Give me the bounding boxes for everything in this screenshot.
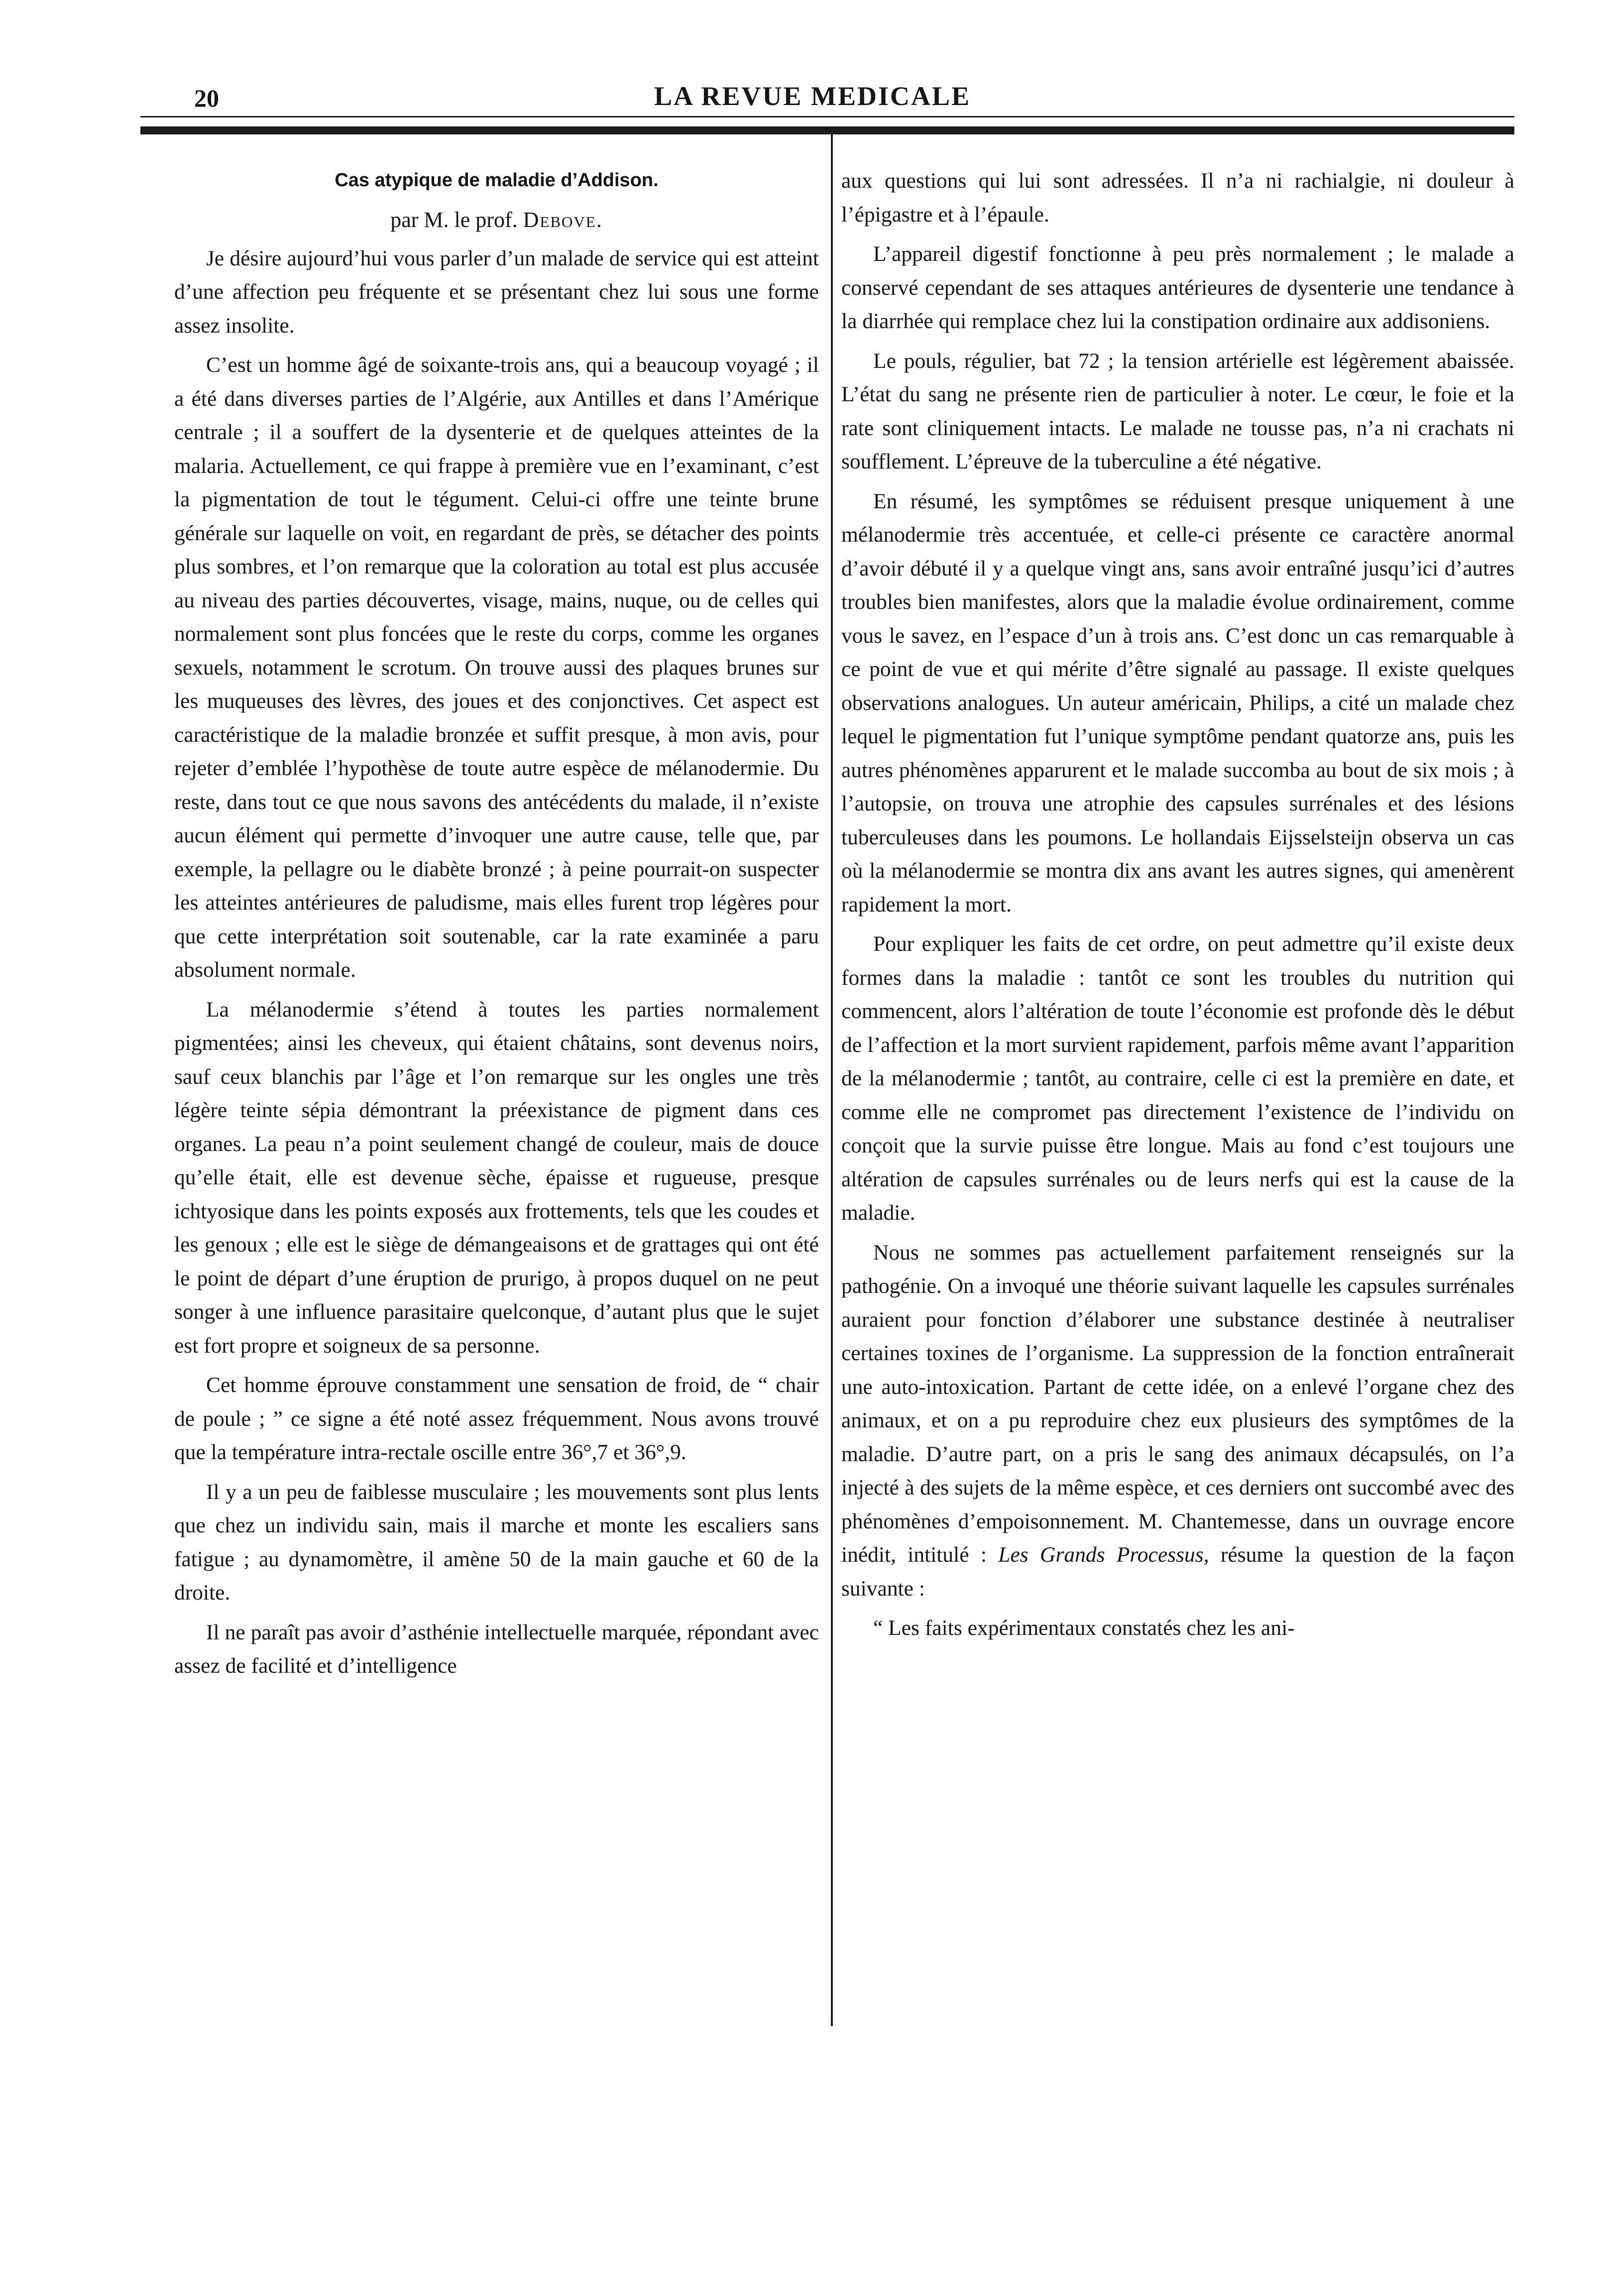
page-number: 20 xyxy=(194,84,219,112)
paragraph: C’est un homme âgé de soixante-trois ans, qui a beaucoup voyagé ; il a été dans diverses parties de l’Algérie, aux Antilles et dans l’Amérique centrale ; il a souffert de la dysenterie et de quelques atteintes de la malaria. Actuellement, ce qui frappe à première vue en l’examinant, c’est la pigmentation de tout le tégument. Celui-ci offre une teinte brune générale sur laquelle on voit, en regardant de près, se détacher des points plus sombres, et l’on remarque que la coloration au total est plus accusée au niveau des parties découvertes, visage, mains, nuque, ou de celles qui normalement sont plus foncées que le reste du corps, comme les organes sexuels, notamment le scrotum. On trouve aussi des plaques brunes sur les muqueuses des lèvres, des joues et des conjonctives. Cet aspect est caractéristique de la maladie bronzée et suffit presque, à mon avis, pour rejeter d’emblée l’hypothèse de toute autre espèce de mélanodermie. Du reste, dans tout ce que nous savons des antécédents du malade, il n’existe aucun élément qui permette d’invoquer une autre cause, telle que, par exemple, la pellagre ou le diabète bronzé ; à peine pourrait-on suspecter les atteintes antérieures de paludisme, mais elles furent trop légères pour que cette interprétation soit soutenable, car la rate examinée a paru absolument normale. xyxy=(174,353,819,982)
left-column xyxy=(174,164,819,1689)
header-rule-thin xyxy=(140,116,1514,117)
paragraph: En résumé, les symptômes se réduisent presque uniquement à une mélanodermie très accentuée, et celle-ci présente ce caractère anormal d’avoir débuté il y a quelque vingt ans, sans avoir entraîné jusqu’ici d’autres troubles bien manifestes, alors que la maladie évolue ordinairement, comme vous le savez, en l’espace d’un à trois ans. C’est donc un cas remarquable à ce point de vue et qui mérite d’être signalé au passage. Il existe quelques observations analogues. Un auteur américain, Philips, a cité un malade chez lequel le pigmentation fut l’unique symptôme pendant quatorze ans, puis les autres phénomènes apparurent et le malade succomba au bout de six mois ; à l’autopsie, on trouva une atrophie des capsules surrénales et des lésions tuberculeuses dans les poumons. Le hollandais Eijsselsteijn observa un cas où la mélanodermie se montra dix ans avant les autres signes, qui amenèrent rapidement la mort. xyxy=(841,489,1514,917)
paragraph: L’appareil digestif fonctionne à peu près normalement ; le malade a conservé cependant de ses attaques antérieures de dysenterie une tendance à la diarrhée qui remplace chez lui la constipation ordinaire aux addisoniens. xyxy=(841,242,1514,333)
article-title: Cas atypique de maladie d’Addison. xyxy=(335,170,659,191)
byline xyxy=(174,203,819,237)
header-rule-thick xyxy=(140,126,1514,134)
paragraph: Pour expliquer les faits de cet ordre, on peut admettre qu’il existe deux formes dans la maladie : tantôt ce sont les troubles du nutrition qui commencent, alors l’altération de toute l’économie est profonde dès le début de l’affection et la mort survient rapidement, parfois même avant l’apparition de la mélanodermie ; tantôt, au contraire, celle ci est la première en date, et comme elle ne compromet pas directement l’existence de l’individu on conçoit que la survie puisse être longue. Mais au fond c’est toujours une altération de capsules surrénales ou de leurs nerfs qui est la cause de la maladie. xyxy=(841,932,1514,1225)
paragraph: Le pouls, régulier, bat 72 ; la tension artérielle est légèrement abaissée. L’état du sang ne présente rien de particulier à noter. Le cœur, le foie et la rate sont cliniquement intacts. Le malade ne tousse pas, n’a ni crachats ni soufflement. L’épreuve de la tuberculine a été négative. xyxy=(841,348,1514,473)
author-name: Debove. xyxy=(523,208,603,232)
cited-book-title: Les Grands Processus, xyxy=(998,1543,1209,1567)
paragraph: Je désire aujourd’hui vous parler d’un malade de service qui est atteint d’une affection peu fréquente et se présentant chez lui sous une forme assez insolite. xyxy=(174,246,819,338)
journal-title: LA REVUE MEDICALE xyxy=(654,81,971,111)
paragraph-with-citation xyxy=(841,1236,1514,1606)
paragraph: Cet homme éprouve constamment une sensation de froid, de “ chair de poule ; ” ce signe a été noté assez fréquemment. Nous avons trouvé que la température intra-rectale oscille entre 36°,7 et 36°,9. xyxy=(174,1373,819,1464)
paragraph: Il ne paraît pas avoir d’asthénie intellectuelle marquée, répondant avec assez de facilité et d’intelligence xyxy=(174,1620,819,1678)
paragraph-continuation: aux questions qui lui sont adressées. Il n’a ni rachialgie, ni douleur à l’épigastre et à l’épaule. xyxy=(841,169,1514,227)
byline-prefix: par M. le prof. xyxy=(390,208,518,232)
paragraph-text: Nous ne sommes pas actuellement parfaitement renseignés sur la pathogénie. On a invoqué une théorie suivant laquelle les capsules surrénales auraient pour fonction d’élaborer une substance destinée à neutraliser certaines toxines de l’organisme. La suppression de la fonction entraînerait une auto-intoxication. Partant de cette idée, on a enlevé l’organe chez des animaux, et on a pu reproduire chez eux plusieurs des symptômes de la maladie. D’autre part, on a pris le sang des animaux décapsulés, on l’a injecté à des sujets de la même espèce, et ces derniers ont succombé avec des phénomènes d’empoisonnement. M. Chantemesse, dans un ouvrage encore inédit, intitulé : xyxy=(841,1240,1514,1567)
column-divider xyxy=(831,134,833,2026)
paragraph: La mélanodermie s’étend à toutes les parties normalement pigmentées; ainsi les cheveux, qui étaient châtains, sont devenus noirs, sauf ceux blanchis par l’âge et l’on remarque sur les ongles une très légère teinte sépia démontrant la préexistance de pigment dans ces organes. La peau n’a point seulement changé de couleur, mais de douce qu’elle était, elle est devenue sèche, épaisse et rugueuse, presque ichtyosique dans les points exposés aux frottements, tels que les coudes et les genoux ; elle est le siège de démangeaisons et de grattages qui ont été le point de départ d’une éruption de prurigo, à propos duquel on ne peut songer à une influence parasitaire quelconque, d’autant plus que le sujet est fort propre et soigneux de sa personne. xyxy=(174,997,819,1358)
paragraph: Il y a un peu de faiblesse musculaire ; les mouvements sont plus lents que chez un individu sain, mais il marche et monte les escaliers sans fatigue ; au dynamomètre, il amène 50 de la main gauche et 60 de la droite. xyxy=(174,1480,819,1605)
quote-start: “ Les faits expérimentaux constatés chez les ani- xyxy=(873,1616,1295,1640)
right-column xyxy=(841,164,1514,1651)
paragraph-tail: résume la question de la façon suivante : xyxy=(841,1543,1515,1601)
